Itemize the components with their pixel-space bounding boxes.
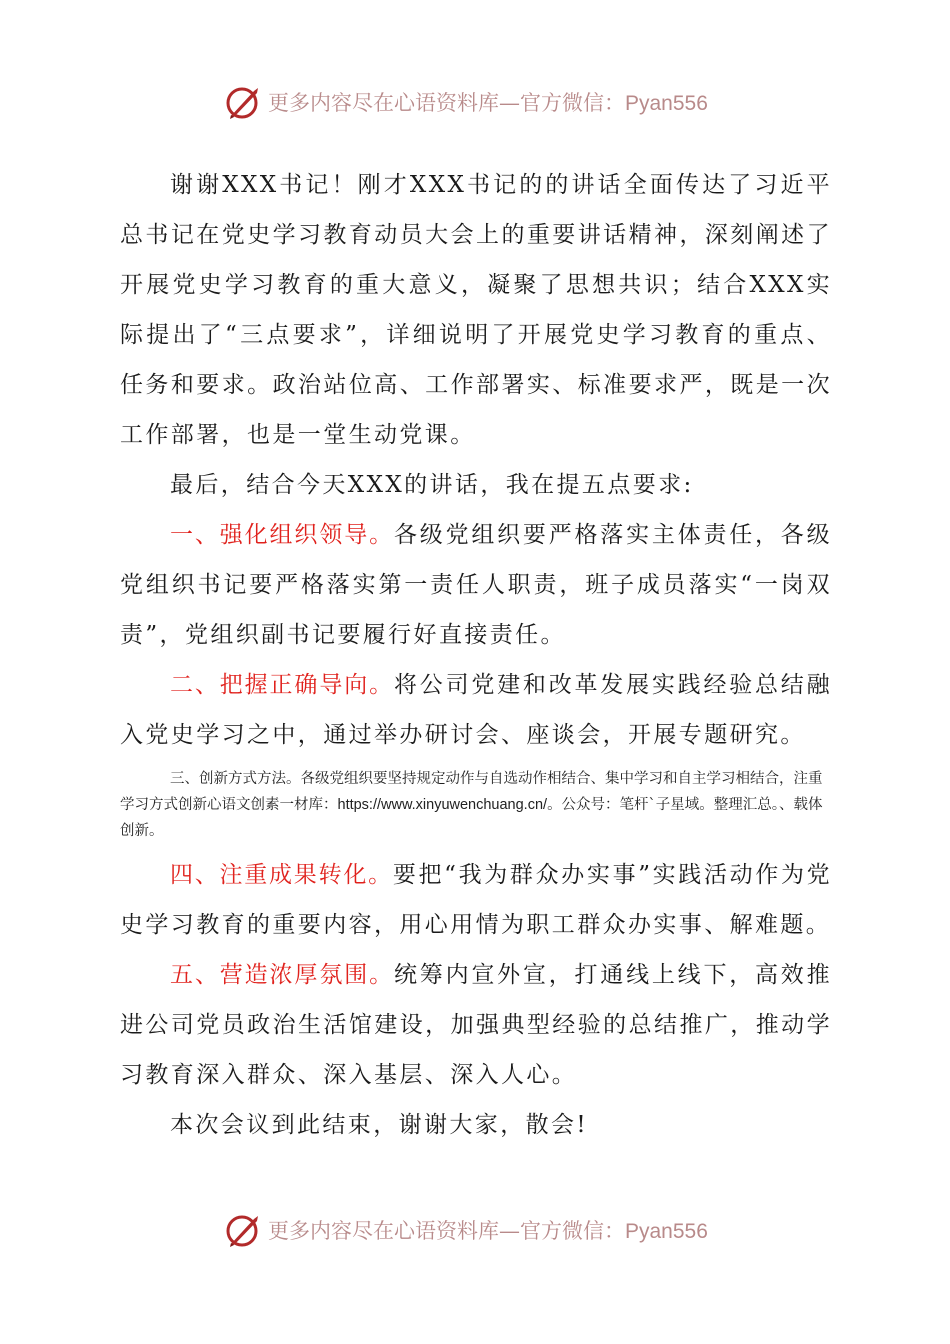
paragraph-point-1: [120, 510, 832, 660]
point-2-heading: 二、把握正确导向。: [170, 672, 394, 698]
pen-circle-icon: [224, 82, 264, 122]
pen-circle-icon: [224, 1210, 264, 1250]
paragraph-point-3: 三、创新方式方法。各级党组织要坚持规定动作与自选动作相结合、集中学习和自主学习相结合，注重学习方式创新心语文创素一材库：https://www.xinyuwenchuang.cn/。公众号：笔杆`子星域。整理汇总。、载体创新。: [120, 771, 823, 839]
point-1-body: 各级党组织要严格落实主体责任，各级党组织书记要严格落实第一责任人职责，班子成员落实“一岗双责”，党组织副书记要履行好直接责任。: [120, 522, 832, 648]
paragraph-point-4: [120, 850, 832, 950]
point-4-heading: 四、注重成果转化。: [170, 862, 393, 888]
header-banner: [224, 80, 744, 124]
url-link: https://www.xinyuwenchuang.cn/: [337, 797, 548, 813]
paragraph-point-5: [120, 950, 832, 1100]
point-5-heading: 五、营造浓厚氛围。: [170, 962, 394, 988]
document-body: [120, 160, 832, 1150]
paragraph-thanks: 谢谢XXX书记！刚才XXX书记的的讲话全面传达了习近平总书记在党史学习教育动员大会上的重要讲话精神，深刻阐述了开展党史学习教育的重大意义，凝聚了思想共识；结合XXX实际提出了“三点要求”，详细说明了开展党史学习教育的重点、任务和要求。政治站位高、工作部署实、标准要求严，既是一次工作部署，也是一堂生动党课。: [120, 172, 832, 448]
point-4-body: 要把“我为群众办实事”实践活动作为党史学习教育的重要内容，用心用情为职工群众办实事、解难题。: [120, 862, 833, 938]
point-2-body: 将公司党建和改革发展实践经验总结融入党史学习之中，通过举办研讨会、座谈会，开展专题研究。: [120, 672, 832, 748]
paragraph-point-2: [120, 660, 832, 760]
paragraph-closing: 本次会议到此结束，谢谢大家，散会!: [170, 1112, 589, 1138]
banner-text: 更多内容尽在心语资料库—官方微信：Pyan556: [268, 91, 708, 115]
point-1-heading: 一、强化组织领导。: [170, 522, 394, 548]
point-5-body: 统筹内宣外宣，打通线上线下，高效推进公司党员政治生活馆建设，加强典型经验的总结推广，推动学习教育深入群众、深入基层、深入人心。: [120, 962, 832, 1088]
paragraph-intro: 最后，结合今天XXX的讲话，我在提五点要求:: [170, 472, 694, 498]
banner-text: 更多内容尽在心语资料库—官方微信：Pyan556: [268, 1219, 708, 1243]
footer-banner: [224, 1208, 744, 1252]
